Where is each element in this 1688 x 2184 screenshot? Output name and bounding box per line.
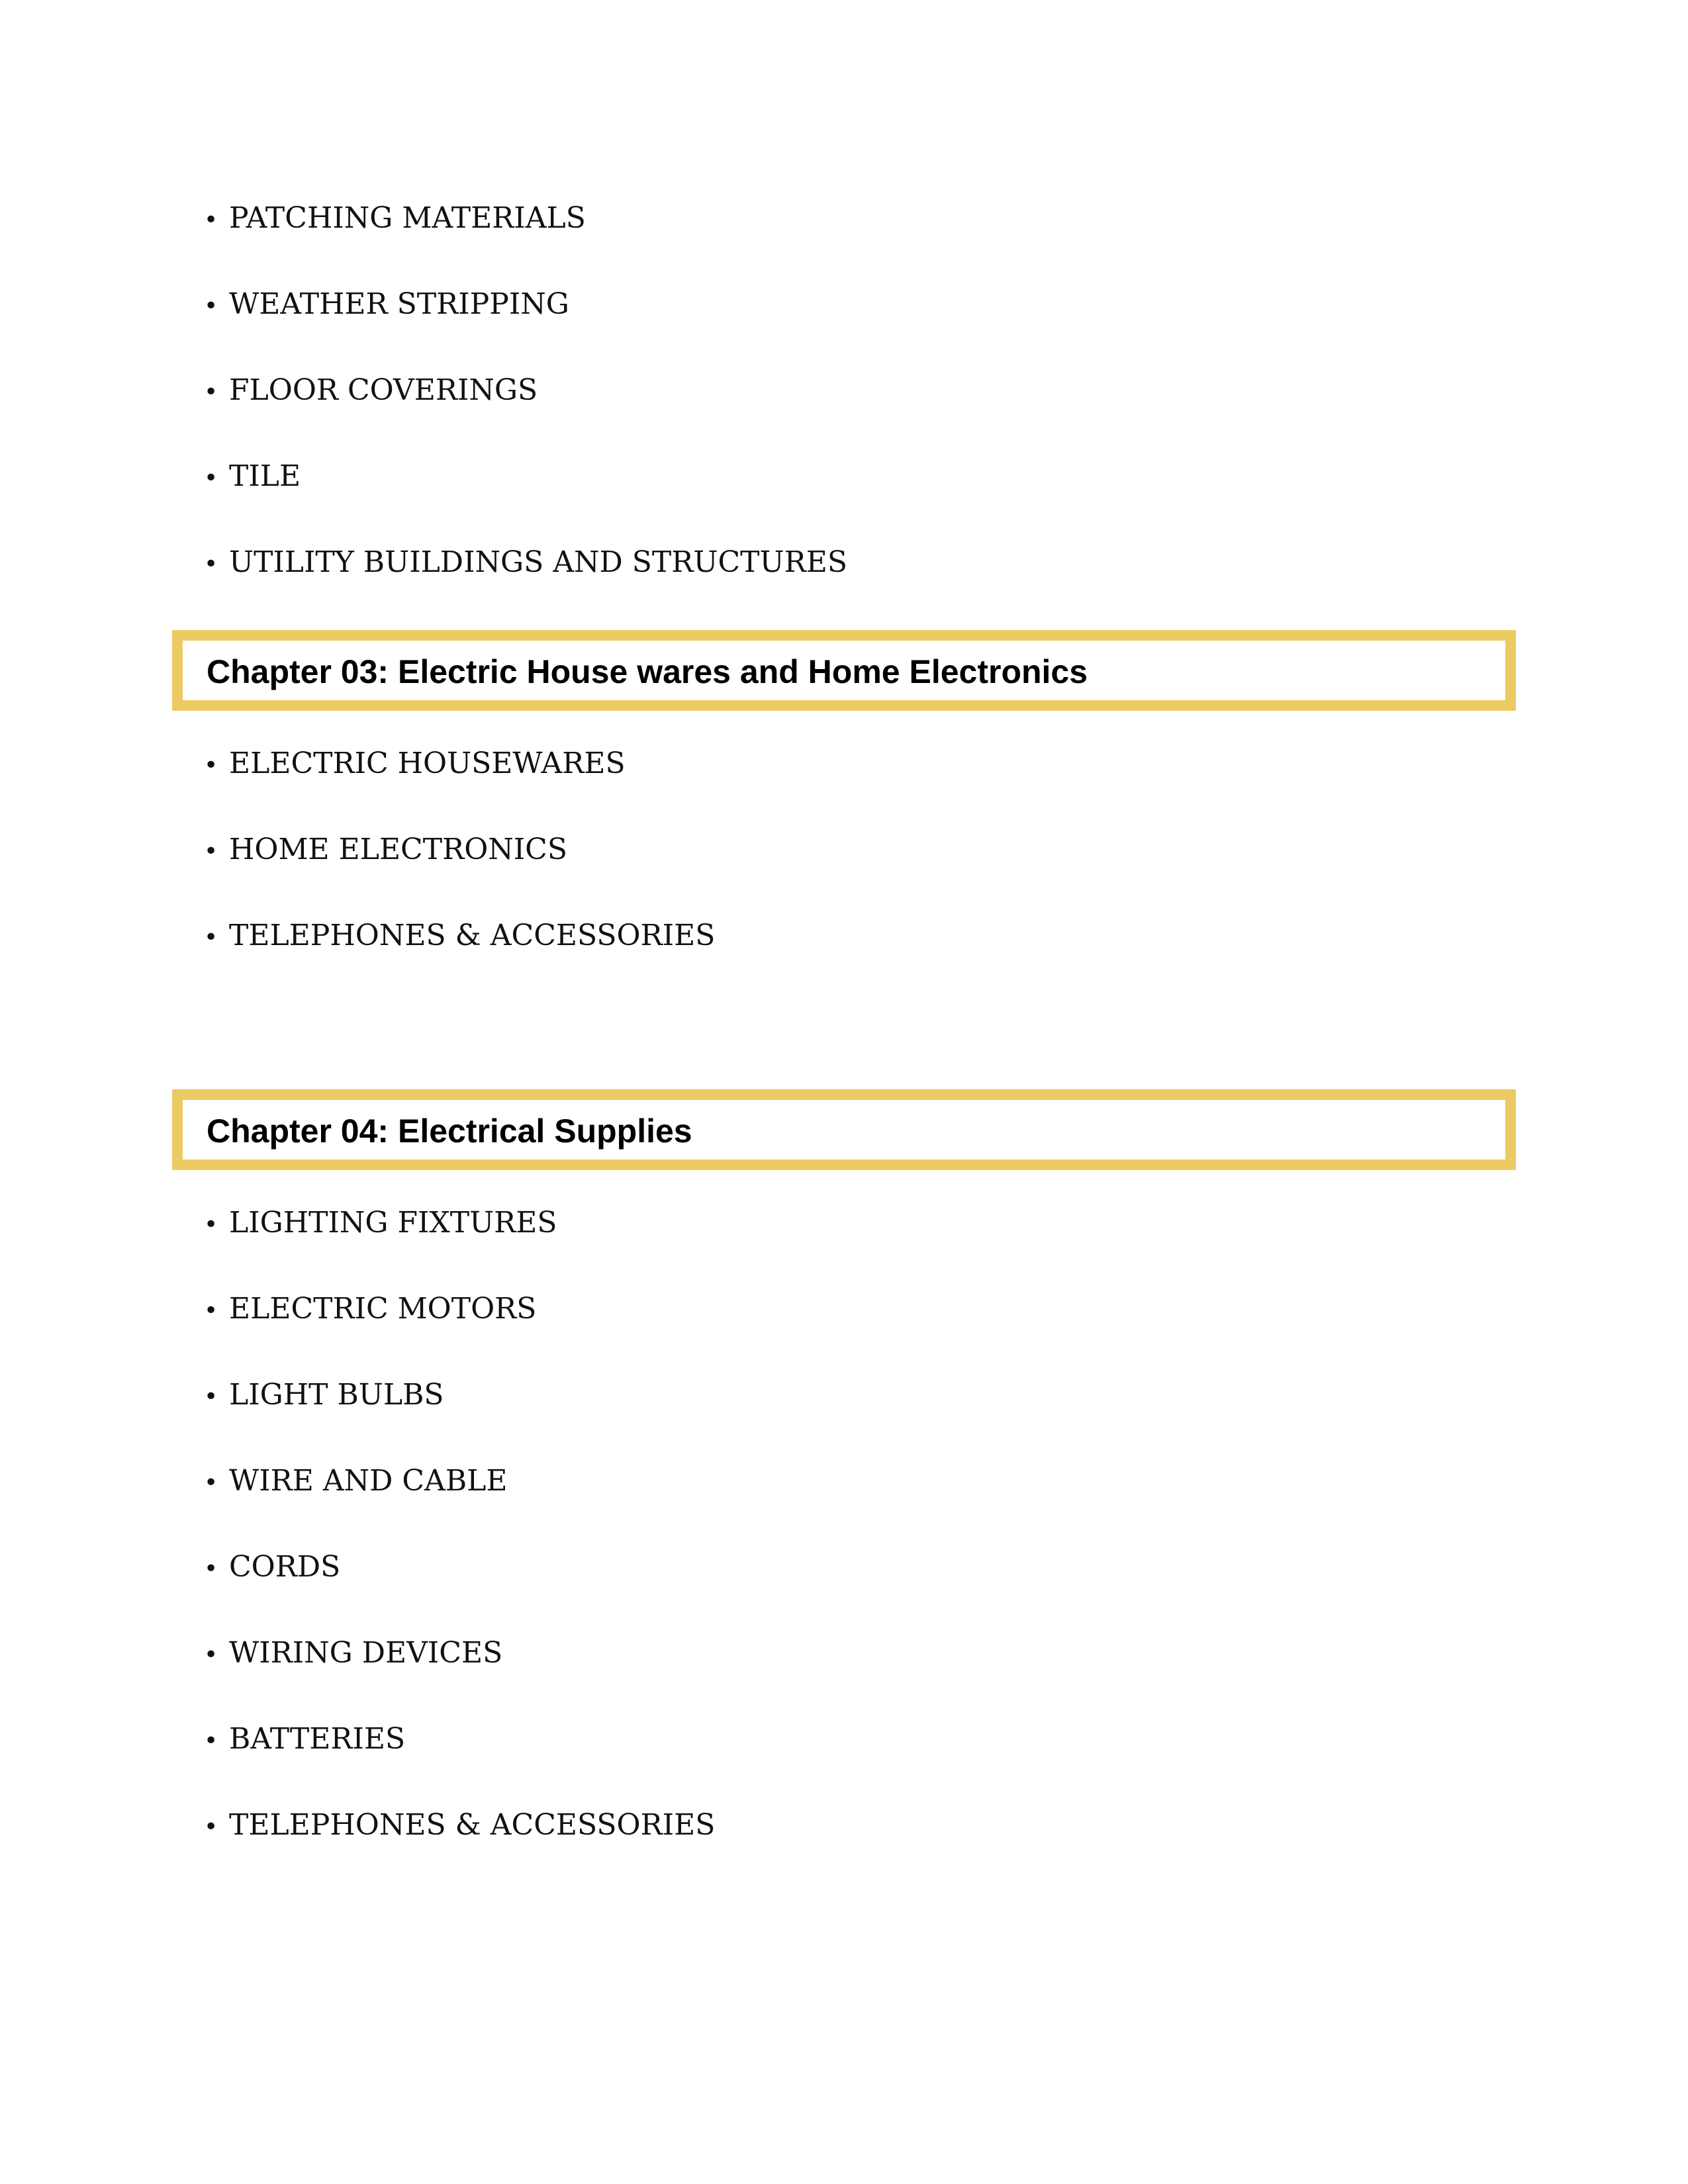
bullet-icon: • [204,551,218,578]
list-item-text: WEATHER STRIPPING [229,287,569,321]
list-item-text: TELEPHONES & ACCESSORIES [229,919,716,952]
bullet-icon: • [204,752,218,779]
list-item [204,830,715,870]
bullet-icon: • [204,1297,218,1324]
chapter-03-heading-box [172,630,1516,711]
list-item [204,371,847,410]
bullet-icon: • [204,1383,218,1410]
chapter-04-heading-box [172,1089,1516,1170]
bullet-icon: • [204,1641,218,1668]
list-item-text: FLOOR COVERINGS [229,373,538,407]
list-item-text: CORDS [229,1550,341,1584]
list-item-text: ELECTRIC MOTORS [229,1292,537,1326]
list-item [204,1203,715,1243]
chapter-03-bullet-list [204,744,715,956]
list-item [204,199,847,238]
list-item [204,744,715,784]
list-item [204,1289,715,1329]
bullet-icon: • [204,465,218,492]
list-item [204,457,847,496]
list-item-text: PATCHING MATERIALS [229,201,586,235]
list-item [204,1805,715,1845]
bullet-icon: • [204,838,218,865]
bullet-icon: • [204,924,218,951]
bullet-icon: • [204,206,218,234]
list-item [204,1719,715,1759]
list-item-text: ELECTRIC HOUSEWARES [229,747,626,780]
bullet-icon: • [204,1813,218,1841]
list-item-text: HOME ELECTRONICS [229,833,567,866]
list-item-text: LIGHTING FIXTURES [229,1206,557,1240]
bullet-list-continued [204,199,847,582]
bullet-icon: • [204,1469,218,1496]
bullet-icon: • [204,1555,218,1582]
list-item-text: LIGHT BULBS [229,1378,444,1412]
bullet-icon: • [204,293,218,320]
list-item [204,1547,715,1587]
chapter-04-bullet-list [204,1203,715,1845]
bullet-icon: • [204,1727,218,1754]
list-item-text: TELEPHONES & ACCESSORIES [229,1808,716,1842]
list-item-text: TILE [229,459,301,493]
list-item [204,285,847,324]
list-item-text: UTILITY BUILDINGS AND STRUCTURES [229,545,847,579]
list-item [204,1375,715,1415]
bullet-icon: • [204,1211,218,1238]
bullet-icon: • [204,379,218,406]
list-item-text: WIRING DEVICES [229,1636,503,1670]
chapter-03-title: Chapter 03: Electric House wares and Home Electronics [207,653,1088,690]
list-item-text: BATTERIES [229,1722,406,1756]
list-item [204,916,715,956]
list-item [204,543,847,582]
list-item-text: WIRE AND CABLE [229,1464,508,1498]
list-item [204,1633,715,1673]
list-item [204,1461,715,1501]
chapter-04-title: Chapter 04: Electrical Supplies [207,1113,692,1150]
